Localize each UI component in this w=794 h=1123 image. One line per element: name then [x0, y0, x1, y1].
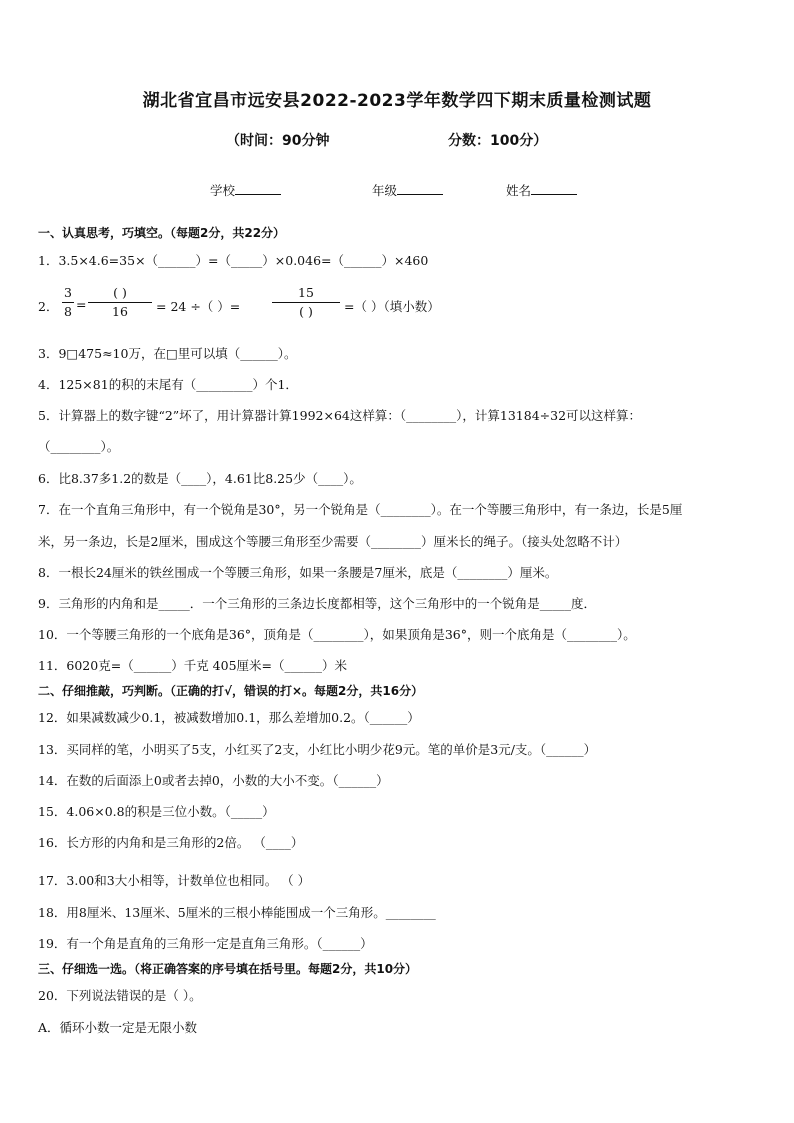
school-field: 学校 — [210, 181, 281, 199]
question-10: 10．一个等腰三角形的一个底角是36°，顶角是（________），如果顶角是36°，则一个底角是（________）。 — [38, 627, 636, 642]
question-17: 17．3.00和3大小相等，计数单位也相同。 （ ） — [38, 873, 311, 888]
question-18: 18．用8厘米、13厘米、5厘米的三根小棒能围成一个三角形。________ — [38, 905, 436, 920]
q2-fraction-1: 3 8 — [62, 284, 74, 321]
question-5-cont: （________）。 — [38, 439, 120, 454]
question-13: 13．买同样的笔，小明买了5支，小红买了2支，小红比小明少花9元。笔的单价是3元/支。（______） — [38, 742, 597, 757]
question-15: 15．4.06×0.8的积是三位小数。（_____） — [38, 804, 275, 819]
question-11: 11．6020克=（______）千克 405厘米=（______）米 — [38, 658, 347, 673]
question-7: 7．在一个直角三角形中，有一个锐角是30°，另一个锐角是（________）。在一个等腰三角形中，有一条边，长是5厘 — [38, 502, 683, 517]
question-14: 14．在数的后面添上0或者去掉0，小数的大小不变。（______） — [38, 773, 389, 788]
question-8: 8．一根长24厘米的铁丝围成一个等腰三角形，如果一条腰是7厘米，底是（________）厘米。 — [38, 565, 558, 580]
question-20: 20．下列说法错误的是（ ）。 — [38, 988, 202, 1003]
question-16: 16．长方形的内角和是三角形的2倍。 （____） — [38, 835, 304, 850]
q2-fraction-3: 15 ( ) — [272, 284, 340, 321]
q2-fraction-2: ( ) 16 — [88, 284, 152, 321]
q2-number: 2． — [38, 299, 59, 314]
question-7-cont: 米，另一条边，长是2厘米，围成这个等腰三角形至少需要（________）厘米长的绳子。（接头处忽略不计） — [38, 534, 628, 549]
question-2: 2． 3 8 = ( ) 16 = 24 ÷（ ）= 15 ( ) =（ ）（填小数） — [38, 285, 440, 319]
question-19: 19．有一个角是直角的三角形一定是直角三角形。（______） — [38, 936, 373, 951]
question-6: 6．比8.37多1.2的数是（____），4.61比8.25少（____）。 — [38, 471, 362, 486]
question-1: 1．3.5×4.6=35×（______）=（_____）×0.046=（______）×460 — [38, 253, 429, 268]
name-field: 姓名 — [506, 181, 577, 199]
question-9: 9．三角形的内角和是_____．一个三角形的三条边长度都相等，这个三角形中的一个锐角是_____度． — [38, 596, 596, 611]
page-title: 湖北省宜昌市远安县2022-2023学年数学四下期末质量检测试题 — [142, 91, 652, 111]
question-12: 12．如果减数减少0.1，被减数增加0.1，那么差增加0.2。（______） — [38, 710, 420, 725]
question-5: 5．计算器上的数字键“2”坏了，用计算器计算1992×64这样算：（________），计算13184÷32可以这样算： — [38, 408, 642, 423]
grade-field: 年级 — [372, 181, 443, 199]
time-label: （时间：90分钟 — [226, 133, 330, 149]
section-heading-3: 三、仔细选一选。（将正确答案的序号填在括号里。每题2分，共10分） — [38, 962, 418, 976]
question-20-option-a: A．循环小数一定是无限小数 — [38, 1020, 198, 1035]
question-3: 3．9□475≈10万，在□里可以填（______）。 — [38, 346, 297, 361]
score-label: 分数：100分） — [448, 133, 548, 149]
question-4: 4．125×81的积的末尾有（_________）个1． — [38, 377, 298, 392]
section-heading-1: 一、认真思考，巧填空。（每题2分，共22分） — [38, 226, 286, 240]
section-heading-2: 二、仔细推敲，巧判断。（正确的打√，错误的打×。每题2分，共16分） — [38, 684, 424, 698]
